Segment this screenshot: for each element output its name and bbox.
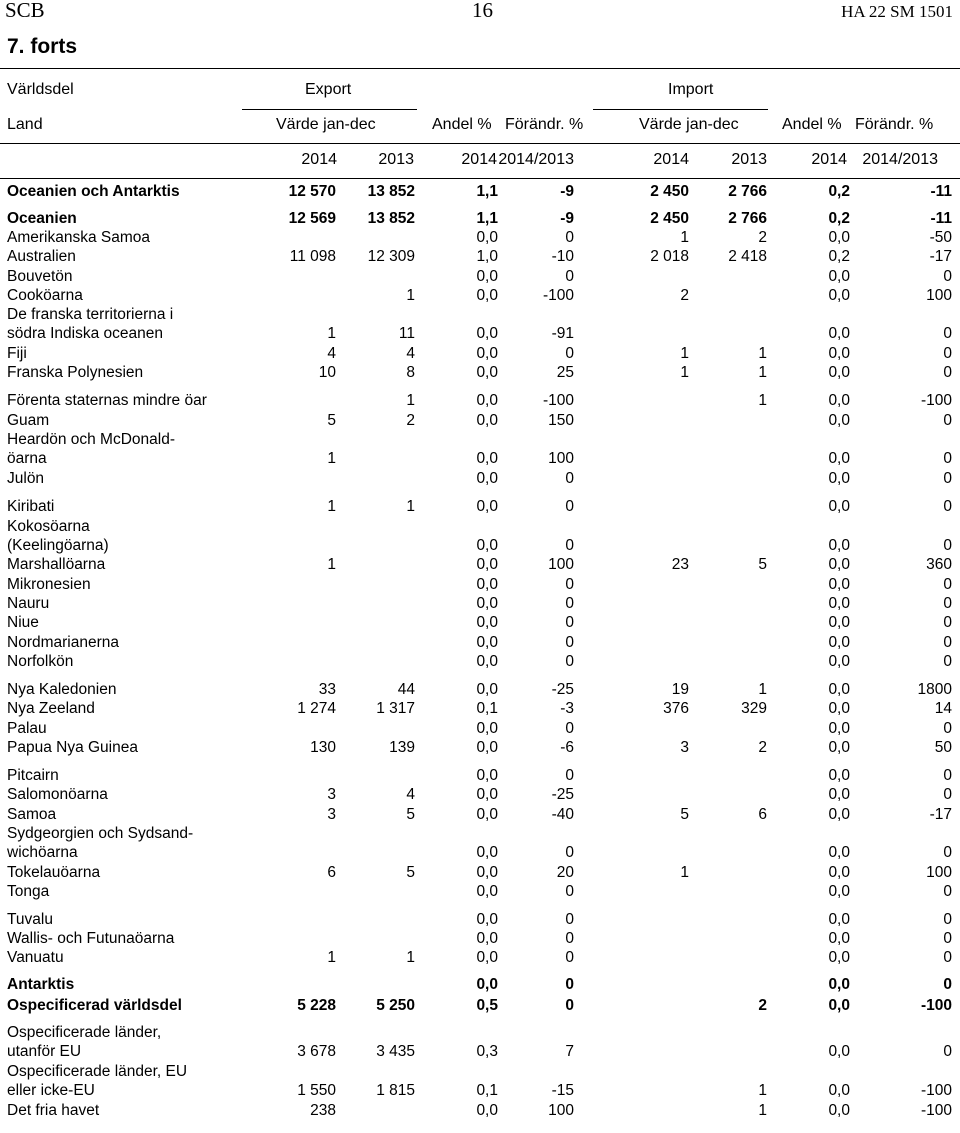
row-value: 0: [943, 364, 952, 381]
row-value: 0: [565, 595, 574, 612]
row-value: 3: [680, 739, 689, 756]
row-value: 139: [389, 739, 415, 756]
row-value: 0: [943, 614, 952, 631]
row-value: 1: [327, 450, 336, 467]
row-value: 0: [565, 997, 574, 1014]
row-value: 329: [741, 700, 767, 717]
row-value: 0: [943, 976, 952, 993]
row-value: 0,0: [828, 844, 850, 861]
row-value: 13 852: [367, 210, 415, 227]
row-value: 0: [565, 614, 574, 631]
row-value: 2 418: [728, 248, 767, 265]
row-label: Salomonöarna: [7, 786, 108, 803]
row-value: -91: [551, 325, 574, 342]
row-value: 1: [327, 325, 336, 342]
row-value: 12 569: [288, 210, 336, 227]
row-label: Oceanien: [7, 210, 77, 227]
row-value: 2: [758, 739, 767, 756]
row-value: 0,0: [476, 864, 498, 881]
row-value: 5: [406, 806, 415, 823]
rule-export: [242, 109, 417, 110]
row-label: Nya Kaledonien: [7, 681, 117, 698]
row-value: 0,0: [476, 767, 498, 784]
row-value: -100: [920, 1102, 952, 1119]
row-value: 0,0: [476, 1102, 498, 1119]
row-value: 0,0: [476, 883, 498, 900]
row-value: 1 550: [297, 1082, 336, 1099]
row-value: 2 766: [728, 183, 767, 200]
row-value: 0: [943, 345, 952, 362]
row-value: 100: [548, 556, 574, 573]
row-value: 11 098: [289, 248, 336, 265]
row-value: 0,0: [828, 229, 850, 246]
row-value: 0,0: [828, 911, 850, 928]
rule-header-bottom: [0, 178, 960, 179]
row-value: 1 815: [376, 1082, 415, 1099]
row-label: Kokosöarna: [7, 518, 90, 535]
row-value: 0,0: [476, 844, 498, 861]
row-value: 1: [680, 364, 689, 381]
row-label: (Keelingöarna): [7, 537, 109, 554]
row-value: 1: [406, 498, 415, 515]
import-share-label: Andel %: [782, 116, 842, 133]
row-value: 4: [406, 786, 415, 803]
row-value: 0: [943, 930, 952, 947]
row-value: 0: [943, 1043, 952, 1060]
row-value: 0,0: [476, 498, 498, 515]
row-value: 0,0: [828, 576, 850, 593]
row-label: Guam: [7, 412, 50, 429]
row-label: Sydgeorgien och Sydsand-: [7, 825, 194, 842]
row-value: 360: [926, 556, 952, 573]
row-value: 0,0: [828, 614, 850, 631]
row-value: 1: [406, 949, 415, 966]
row-label: Norfolkön: [7, 653, 74, 670]
row-value: 3 678: [297, 1043, 336, 1060]
import-change-label: Förändr. %: [855, 116, 934, 133]
row-value: 0: [565, 720, 574, 737]
row-value: 0,0: [476, 229, 498, 246]
row-value: 25: [556, 364, 574, 381]
row-value: 1,0: [476, 248, 498, 265]
row-value: 3: [327, 786, 336, 803]
row-label: Bouvetön: [7, 268, 73, 285]
row-value: 0,0: [476, 470, 498, 487]
row-label: Niue: [7, 614, 39, 631]
row-value: 33: [318, 681, 336, 698]
row-value: -9: [560, 183, 574, 200]
row-value: 0,0: [828, 1043, 850, 1060]
row-value: 0,0: [476, 268, 498, 285]
row-value: 14: [934, 700, 952, 717]
row-value: 6: [327, 864, 336, 881]
year-header: 2013: [731, 151, 767, 168]
row-value: 5: [327, 412, 336, 429]
row-value: 1: [758, 392, 767, 409]
row-value: 0: [565, 653, 574, 670]
row-value: 1: [327, 556, 336, 573]
row-value: 2: [406, 412, 415, 429]
row-value: -100: [542, 392, 574, 409]
row-value: 0,0: [828, 883, 850, 900]
year-header: 2013: [378, 151, 414, 168]
row-value: 238: [310, 1102, 336, 1119]
row-value: 12 309: [367, 248, 415, 265]
row-value: 0,0: [476, 325, 498, 342]
row-value: 0,0: [828, 450, 850, 467]
row-value: 12 570: [288, 183, 336, 200]
row-value: 0: [943, 844, 952, 861]
row-label: Nordmarianerna: [7, 634, 119, 651]
row-value: 1,1: [476, 210, 498, 227]
row-value: 6: [758, 806, 767, 823]
row-value: 1: [758, 1082, 767, 1099]
row-value: 0,0: [828, 345, 850, 362]
row-value: 50: [934, 739, 952, 756]
row-value: -3: [560, 700, 574, 717]
row-value: 0,2: [828, 183, 850, 200]
row-value: 0: [943, 576, 952, 593]
row-value: 0: [943, 412, 952, 429]
rule-top: [0, 68, 960, 69]
row-value: -17: [929, 806, 952, 823]
row-value: 2 766: [728, 210, 767, 227]
row-value: 1,1: [476, 183, 498, 200]
row-label: Amerikanska Samoa: [7, 229, 151, 246]
row-value: 2: [680, 287, 689, 304]
row-value: 1: [758, 681, 767, 698]
row-value: 0: [565, 229, 574, 246]
year-header: 2014: [653, 151, 689, 168]
row-value: 10: [318, 364, 336, 381]
header-left: SCB: [5, 0, 45, 22]
row-value: 0,0: [476, 976, 498, 993]
page-number: 16: [472, 0, 493, 22]
row-value: -40: [551, 806, 574, 823]
year-header: 2014: [301, 151, 337, 168]
row-value: 0,2: [828, 248, 850, 265]
row-value: 0,0: [828, 325, 850, 342]
row-value: 0,0: [828, 949, 850, 966]
row-value: 0,0: [828, 786, 850, 803]
row-value: 0,0: [828, 1102, 850, 1119]
import-group-label: Import: [668, 81, 714, 98]
row-value: 0,0: [828, 767, 850, 784]
export-group-label: Export: [305, 81, 352, 98]
row-label: Mikronesien: [7, 576, 91, 593]
row-value: 4: [327, 345, 336, 362]
row-label: Tuvalu: [7, 911, 53, 928]
row-value: 0,0: [828, 806, 850, 823]
row-value: 0,0: [828, 681, 850, 698]
row-label: Ospecificerade länder,: [7, 1024, 162, 1041]
row-value: -10: [551, 248, 574, 265]
row-value: 1: [758, 345, 767, 362]
row-value: 0,0: [828, 1082, 850, 1099]
row-value: 0,0: [828, 864, 850, 881]
row-label: Wallis- och Futunaöarna: [7, 930, 175, 947]
row-label: Tonga: [7, 883, 50, 900]
row-label: De franska territorierna i: [7, 306, 174, 323]
row-value: 0: [943, 786, 952, 803]
row-value: 0,0: [476, 930, 498, 947]
import-value-label: Värde jan-dec: [639, 116, 739, 133]
row-value: 4: [406, 345, 415, 362]
row-value: 0,0: [476, 614, 498, 631]
header-right: HA 22 SM 1501: [841, 2, 953, 21]
row-label: Kiribati: [7, 498, 55, 515]
row-label: wichöarna: [7, 844, 78, 861]
row-label: eller icke-EU: [7, 1082, 95, 1099]
row-value: 2 018: [650, 248, 689, 265]
row-value: -15: [551, 1082, 574, 1099]
row-value: -100: [920, 997, 952, 1014]
row-value: 0: [565, 576, 574, 593]
row-label: Franska Polynesien: [7, 364, 144, 381]
row-value: 1: [680, 864, 689, 881]
row-value: 20: [556, 864, 574, 881]
row-value: -25: [551, 786, 574, 803]
row-label: Vanuatu: [7, 949, 64, 966]
row-value: 0,3: [476, 1043, 498, 1060]
rule-import: [593, 109, 768, 110]
region-column-label: Världsdel: [7, 81, 74, 98]
row-value: 0,0: [828, 700, 850, 717]
row-value: -17: [929, 248, 952, 265]
row-value: 3 435: [376, 1043, 415, 1060]
row-label: Pitcairn: [7, 767, 59, 784]
row-label: utanför EU: [7, 1043, 82, 1060]
row-value: 0: [565, 844, 574, 861]
row-value: -9: [560, 210, 574, 227]
row-label: Julön: [7, 470, 45, 487]
row-value: 0: [565, 767, 574, 784]
row-value: 0,0: [476, 653, 498, 670]
row-value: 0,0: [476, 287, 498, 304]
row-value: 1: [680, 345, 689, 362]
row-label: Fiji: [7, 345, 27, 362]
row-value: 130: [310, 739, 336, 756]
row-value: 13 852: [367, 183, 415, 200]
row-value: 0: [943, 325, 952, 342]
row-value: 0,0: [828, 268, 850, 285]
row-value: 0: [943, 450, 952, 467]
row-value: -100: [542, 287, 574, 304]
row-value: 0: [943, 268, 952, 285]
row-value: 376: [663, 700, 689, 717]
row-value: 0,0: [476, 681, 498, 698]
row-value: 0,0: [828, 364, 850, 381]
row-value: 0,0: [828, 720, 850, 737]
row-value: 11: [398, 325, 415, 342]
row-label: Oceanien och Antarktis: [7, 183, 180, 200]
row-label: Marshallöarna: [7, 556, 106, 573]
row-value: 1: [680, 229, 689, 246]
row-label: Antarktis: [7, 976, 75, 993]
year-header: 2014: [461, 151, 497, 168]
row-value: 0: [943, 720, 952, 737]
row-value: 0,0: [476, 595, 498, 612]
row-value: 0: [565, 345, 574, 362]
row-value: 0,0: [476, 739, 498, 756]
row-value: 0,0: [828, 997, 850, 1014]
row-value: 44: [397, 681, 415, 698]
row-value: 23: [671, 556, 689, 573]
row-value: 0: [943, 653, 952, 670]
row-value: 5: [758, 556, 767, 573]
row-value: 0: [943, 883, 952, 900]
row-value: 0: [565, 634, 574, 651]
row-value: 0,0: [476, 806, 498, 823]
row-value: 1: [758, 364, 767, 381]
row-value: -100: [920, 392, 952, 409]
row-value: 0,0: [828, 634, 850, 651]
row-value: 0: [565, 976, 574, 993]
row-value: 1800: [917, 681, 952, 698]
row-value: 0: [943, 767, 952, 784]
row-value: 0: [943, 498, 952, 515]
row-value: -100: [920, 1082, 952, 1099]
row-value: 1: [406, 287, 415, 304]
row-value: 100: [548, 1102, 574, 1119]
row-value: 0,0: [476, 576, 498, 593]
row-value: 0,0: [476, 364, 498, 381]
row-value: 100: [926, 287, 952, 304]
row-value: 0: [565, 949, 574, 966]
row-value: 0,0: [828, 739, 850, 756]
row-value: 2: [758, 997, 767, 1014]
row-value: 5: [406, 864, 415, 881]
row-value: 0: [943, 470, 952, 487]
land-column-label: Land: [7, 116, 43, 133]
row-value: 7: [565, 1043, 574, 1060]
row-value: 100: [926, 864, 952, 881]
row-value: 0,1: [476, 700, 498, 717]
row-value: -6: [560, 739, 574, 756]
row-value: 0,0: [476, 634, 498, 651]
row-label: Nauru: [7, 595, 50, 612]
row-value: 0: [565, 470, 574, 487]
row-value: 0,0: [476, 345, 498, 362]
row-value: 0,0: [828, 653, 850, 670]
row-value: 0,0: [828, 537, 850, 554]
row-value: -11: [930, 183, 952, 200]
row-value: 0: [565, 498, 574, 515]
row-value: 2 450: [650, 210, 689, 227]
row-value: 0: [565, 537, 574, 554]
row-value: 0,0: [476, 450, 498, 467]
row-value: -25: [551, 681, 574, 698]
row-label: Ospecificerad världsdel: [7, 997, 182, 1014]
row-value: -11: [930, 210, 952, 227]
export-share-label: Andel %: [432, 116, 492, 133]
row-value: 0,5: [476, 997, 498, 1014]
row-label: Palau: [7, 720, 47, 737]
row-value: 0,0: [476, 537, 498, 554]
row-label: Förenta staternas mindre öar: [7, 392, 207, 409]
row-label: Tokelauöarna: [7, 864, 101, 881]
row-value: 5 228: [297, 997, 336, 1014]
row-value: 1: [406, 392, 415, 409]
row-label: öarna: [7, 450, 47, 467]
row-value: 1: [327, 498, 336, 515]
year-header: 2014: [811, 151, 847, 168]
row-value: 0,0: [476, 911, 498, 928]
row-label: Nya Zeeland: [7, 700, 95, 717]
row-label: Australien: [7, 248, 76, 265]
row-value: 0: [565, 930, 574, 947]
row-value: 0,0: [828, 287, 850, 304]
row-value: 0: [943, 634, 952, 651]
row-value: 0,0: [476, 949, 498, 966]
row-value: 100: [548, 450, 574, 467]
row-value: 0,0: [476, 392, 498, 409]
row-value: 0: [943, 911, 952, 928]
row-value: 1: [327, 949, 336, 966]
row-value: 0,0: [828, 976, 850, 993]
row-value: 0,0: [828, 595, 850, 612]
export-value-label: Värde jan-dec: [276, 116, 376, 133]
row-value: 2 450: [650, 183, 689, 200]
row-label: Papua Nya Guinea: [7, 739, 138, 756]
row-value: 0: [943, 949, 952, 966]
row-value: 0,0: [476, 786, 498, 803]
row-value: 0,0: [828, 930, 850, 947]
row-label: Ospecificerade länder, EU: [7, 1063, 188, 1080]
row-value: 0,1: [476, 1082, 498, 1099]
row-value: 0,0: [476, 556, 498, 573]
rule-mid: [0, 143, 960, 144]
row-value: 0: [565, 883, 574, 900]
row-label: Samoa: [7, 806, 57, 823]
export-change-label: Förändr. %: [505, 116, 584, 133]
row-value: 0,0: [828, 392, 850, 409]
row-value: 0,0: [828, 498, 850, 515]
row-value: 0: [565, 268, 574, 285]
row-value: 150: [548, 412, 574, 429]
row-value: 0: [565, 911, 574, 928]
row-value: 2: [758, 229, 767, 246]
row-value: 1 317: [376, 700, 415, 717]
row-label: Heardön och McDonald-: [7, 431, 176, 448]
row-value: -50: [929, 229, 952, 246]
row-value: 0,0: [828, 470, 850, 487]
row-label: södra Indiska oceanen: [7, 325, 163, 342]
row-value: 3: [327, 806, 336, 823]
row-value: 5: [680, 806, 689, 823]
year-header: 2014/2013: [498, 151, 574, 168]
row-value: 5 250: [376, 997, 415, 1014]
row-value: 1 274: [297, 700, 336, 717]
page-title: 7. forts: [7, 35, 78, 58]
row-value: 0,0: [476, 412, 498, 429]
row-label: Cooköarna: [7, 287, 83, 304]
row-value: 0,0: [476, 720, 498, 737]
row-value: 0: [943, 537, 952, 554]
row-value: 1: [758, 1102, 767, 1119]
row-value: 0,2: [828, 210, 850, 227]
row-value: 0: [943, 595, 952, 612]
year-header: 2014/2013: [862, 151, 938, 168]
row-value: 19: [671, 681, 689, 698]
row-label: Det fria havet: [7, 1102, 100, 1119]
row-value: 0,0: [828, 556, 850, 573]
row-value: 8: [406, 364, 415, 381]
row-value: 0,0: [828, 412, 850, 429]
